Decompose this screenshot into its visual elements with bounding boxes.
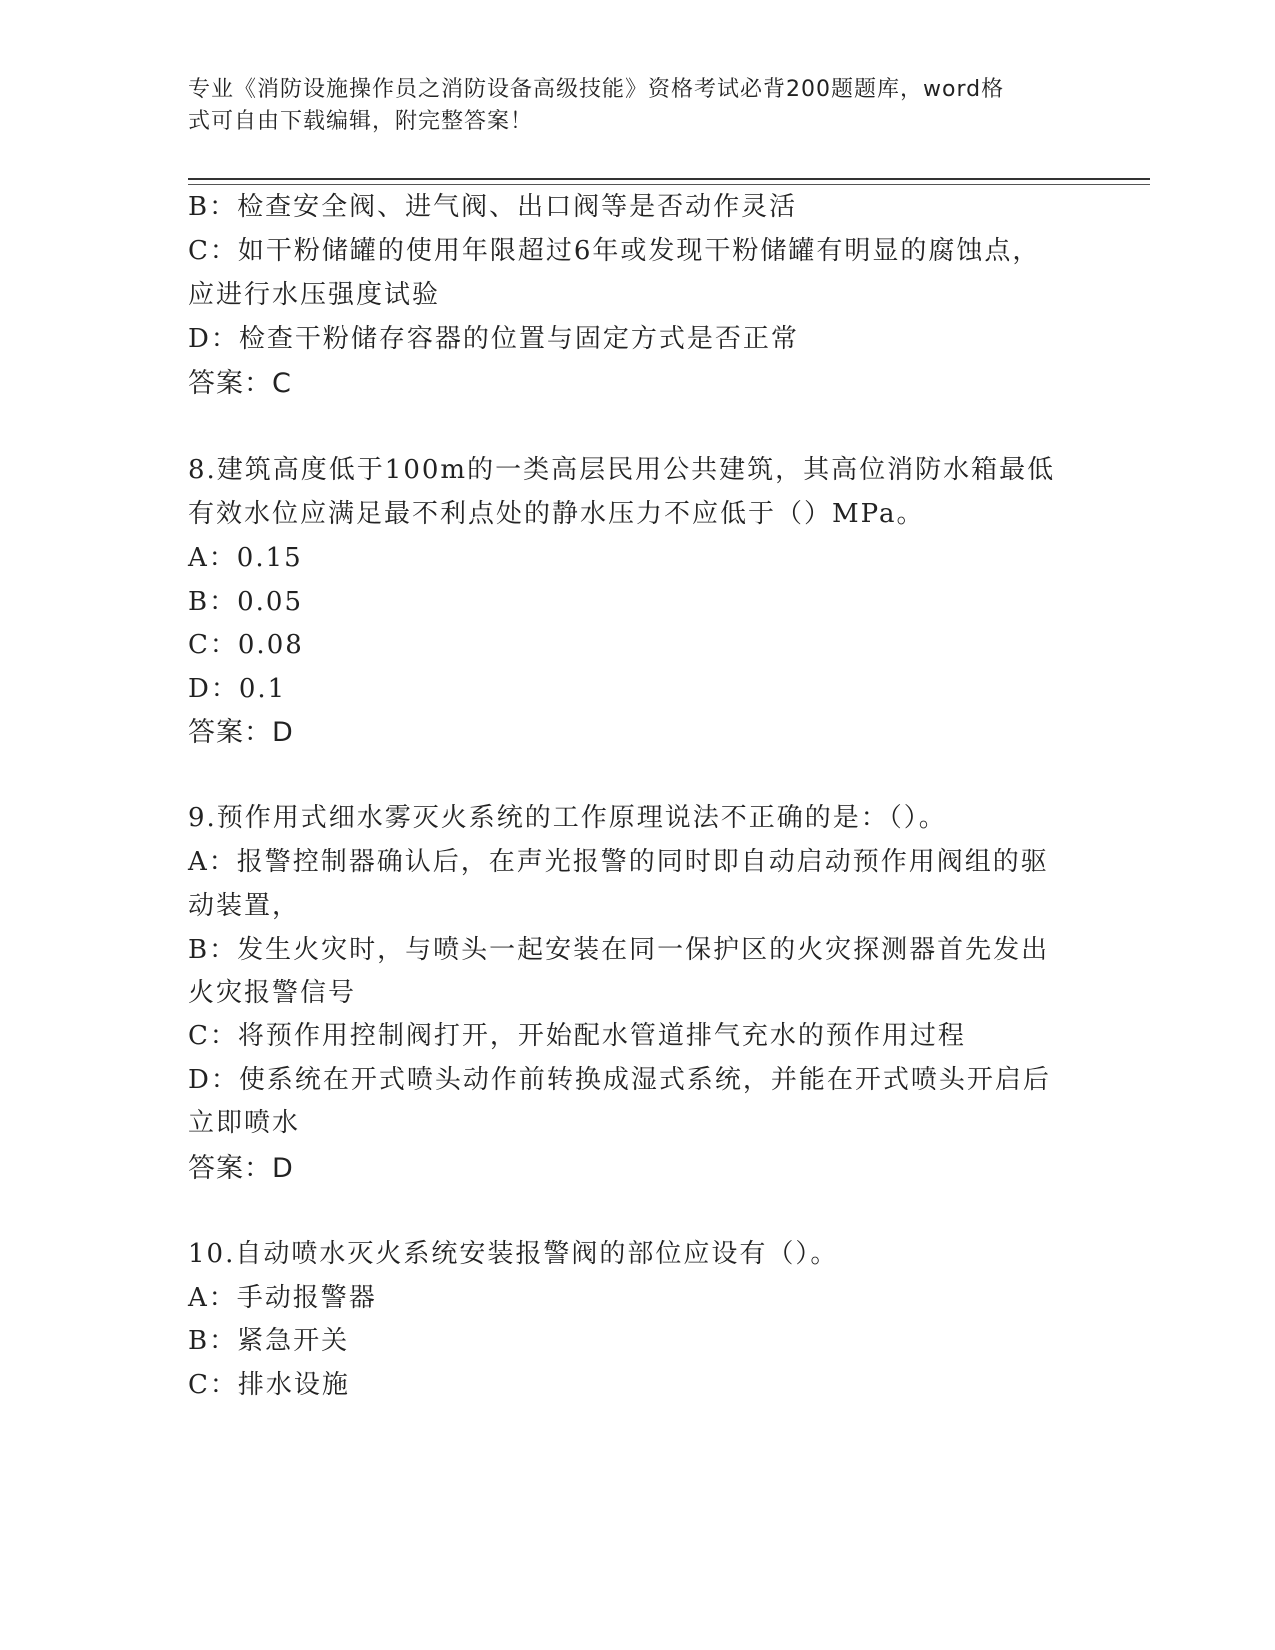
q8-option-c: C：0.08 bbox=[188, 630, 304, 660]
q10-stem: 10.自动喷水灭火系统安装报警阀的部位应设有（）。 bbox=[188, 1239, 839, 1269]
q10-option-c: C：排水设施 bbox=[188, 1370, 350, 1400]
q8-option-d: D：0.1 bbox=[188, 674, 287, 704]
q9-option-d-line-1: D：使系统在开式喷头动作前转换成湿式系统，并能在开式喷头开启后 bbox=[188, 1065, 1051, 1095]
q7-option-c-line-2: 应进行水压强度试验 bbox=[188, 280, 441, 310]
q7-option-b: B：检查安全阀、进气阀、出口阀等是否动作灵活 bbox=[188, 192, 798, 222]
document-header bbox=[188, 74, 1068, 138]
header-line-2: 式可自由下载编辑，附完整答案！ bbox=[188, 109, 534, 134]
q9-option-b-line-2: 火灾报警信号 bbox=[188, 978, 357, 1008]
header-rule-thick bbox=[188, 178, 1150, 180]
q8-stem-line-2: 有效水位应满足最不利点处的静水压力不应低于（）MPa。 bbox=[188, 499, 925, 529]
q9-stem: 9.预作用式细水雾灭火系统的工作原理说法不正确的是：（）。 bbox=[188, 803, 947, 833]
header-line-1: 专业《消防设施操作员之消防设备高级技能》资格考试必背200题题库，word格 bbox=[188, 77, 1005, 102]
q8-stem-line-1: 8.建筑高度低于100m的一类高层民用公共建筑，其高位消防水箱最低 bbox=[188, 455, 1056, 485]
q9-option-b-line-1: B：发生火灾时，与喷头一起安装在同一保护区的火灾探测器首先发出 bbox=[188, 935, 1050, 965]
q7-option-c-line-1: C：如干粉储罐的使用年限超过6年或发现干粉储罐有明显的腐蚀点， bbox=[188, 236, 1041, 266]
q9-option-a-line-1: A：报警控制器确认后，在声光报警的同时即自动启动预作用阀组的驱 bbox=[188, 847, 1049, 877]
q10-option-b: B：紧急开关 bbox=[188, 1326, 350, 1356]
header-rule-thin bbox=[188, 184, 1150, 185]
q10-option-a: A：手动报警器 bbox=[188, 1283, 377, 1313]
q9-option-d-line-2: 立即喷水 bbox=[188, 1108, 301, 1138]
q9-option-a-line-2: 动装置， bbox=[188, 891, 301, 921]
q7-answer: 答案：C bbox=[188, 368, 292, 399]
q8-answer: 答案：D bbox=[188, 717, 294, 748]
q8-option-a: A：0.15 bbox=[188, 543, 303, 573]
q8-option-b: B：0.05 bbox=[188, 587, 303, 617]
q9-answer: 答案：D bbox=[188, 1153, 294, 1184]
q9-option-c: C：将预作用控制阀打开，开始配水管道排气充水的预作用过程 bbox=[188, 1021, 966, 1051]
q7-option-d: D：检查干粉储存容器的位置与固定方式是否正常 bbox=[188, 324, 799, 354]
